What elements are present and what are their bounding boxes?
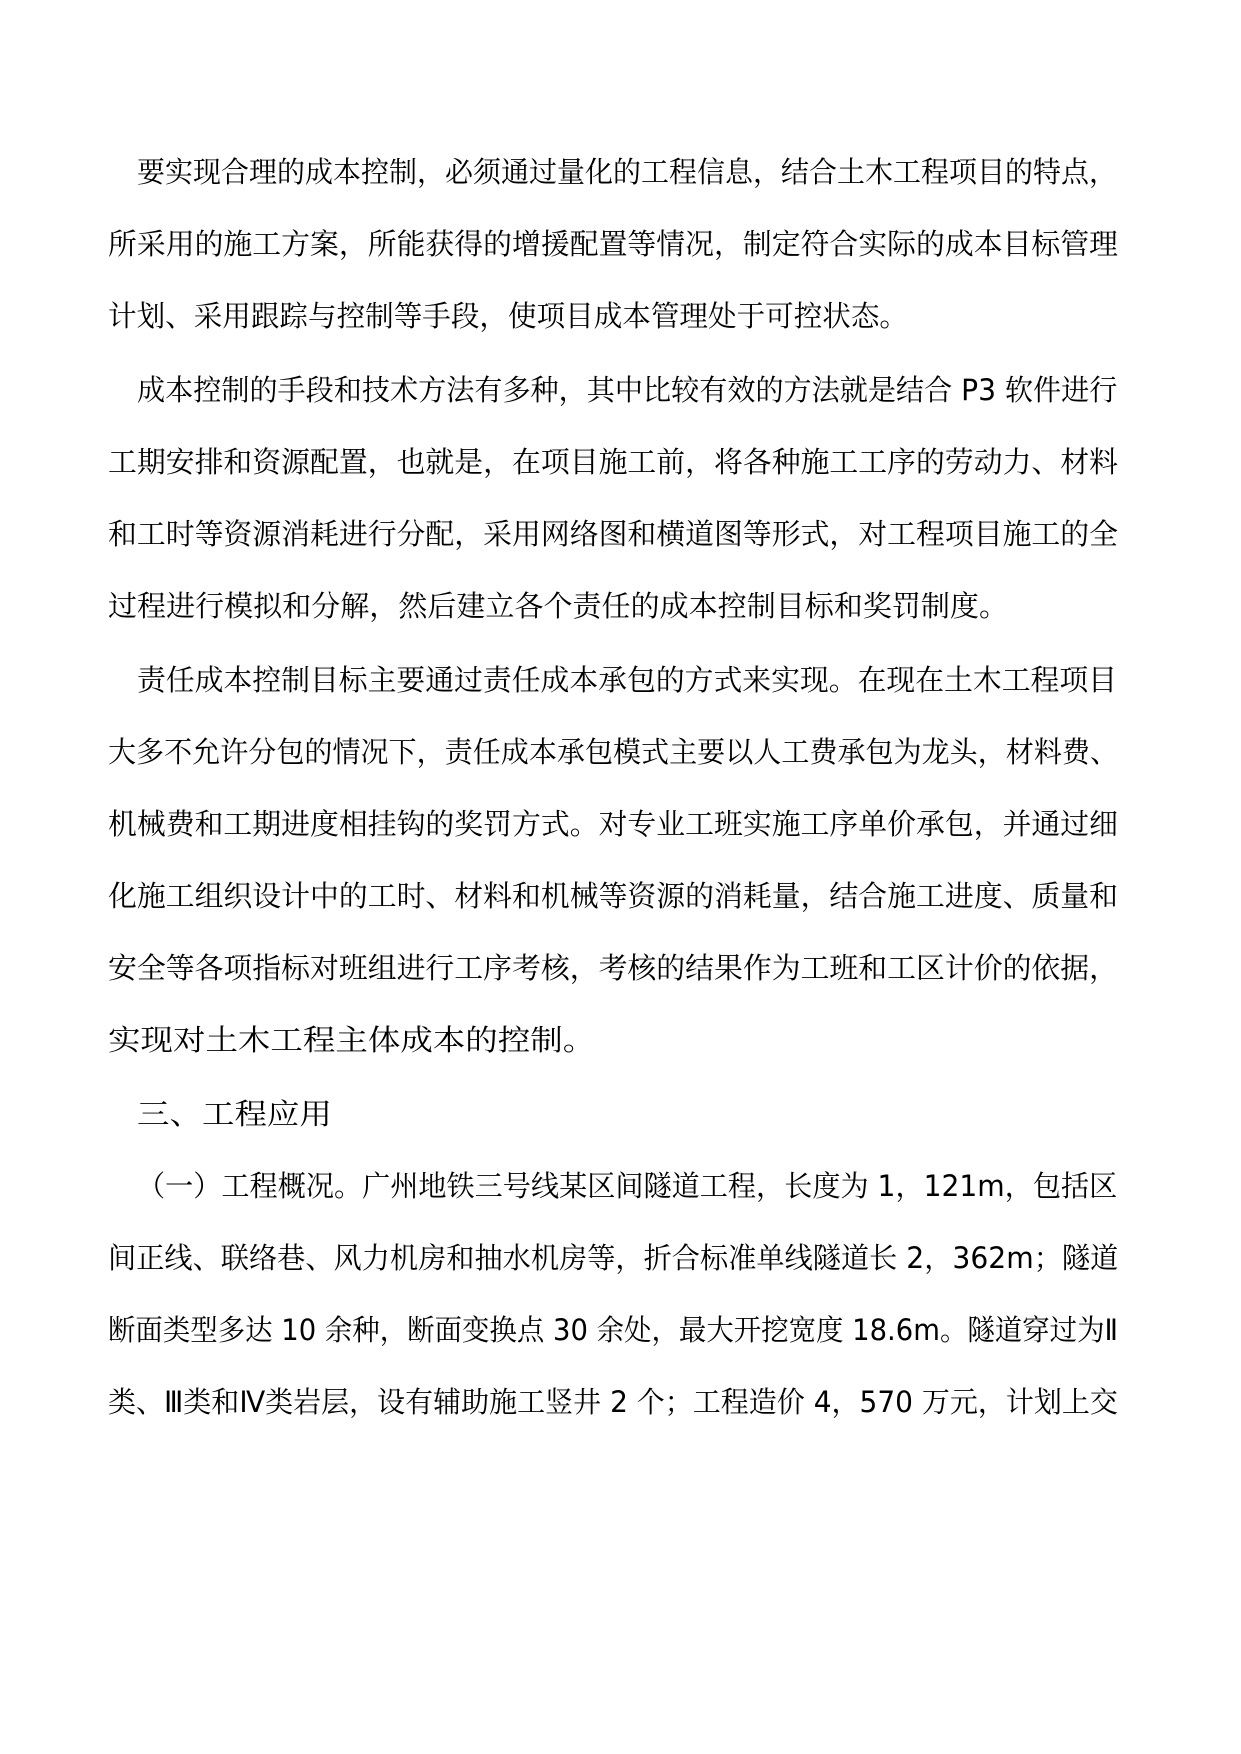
section-heading: 三、工程应用 <box>137 1097 332 1131</box>
paragraph-4-line-4: 类、Ⅲ类和Ⅳ类岩层，设有辅助施工竖井 2 个；工程造价 4，570 万元，计划上交 <box>108 1385 1118 1419</box>
paragraph-3-line-4: 化施工组织设计中的工时、材料和机械等资源的消耗量，结合施工进度、质量和 <box>108 879 1119 913</box>
paragraph-3-line-5: 安全等各项指标对班组进行工序考核，考核的结果作为工班和工区计价的依据， <box>108 951 1119 985</box>
paragraph-4-line-2: 间正线、联络巷、风力机房和抽水机房等，折合标准单线隧道长 2，362m；隧道 <box>108 1241 1119 1275</box>
paragraph-3-line-6: 实现对土木工程主体成本的控制。 <box>108 1023 596 1057</box>
paragraph-4-line-3: 断面类型多达 10 余种，断面变换点 30 余处，最大开挖宽度 18.6m。隧道穿过为Ⅱ <box>108 1313 1118 1347</box>
paragraph-2-line-2: 工期安排和资源配置，也就是，在项目施工前，将各种施工工序的劳动力、材料 <box>108 445 1119 479</box>
paragraph-1-line-2: 所采用的施工方案，所能获得的增援配置等情况，制定符合实际的成本目标管理 <box>108 227 1119 261</box>
paragraph-1-line-3: 计划、采用跟踪与控制等手段，使项目成本管理处于可控状态。 <box>108 299 909 333</box>
paragraph-4-line-1: （一）工程概况。广州地铁三号线某区间隧道工程，长度为 1，121m，包括区 <box>137 1169 1118 1203</box>
paragraph-1-line-1: 要实现合理的成本控制，必须通过量化的工程信息，结合土木工程项目的特点， <box>137 155 1118 189</box>
paragraph-2-line-1: 成本控制的手段和技术方法有多种，其中比较有效的方法就是结合 P3 软件进行 <box>137 373 1118 407</box>
paragraph-3-line-1: 责任成本控制目标主要通过责任成本承包的方式来实现。在现在土木工程项目 <box>137 663 1118 697</box>
paragraph-2-line-3: 和工时等资源消耗进行分配，采用网络图和横道图等形式，对工程项目施工的全 <box>108 517 1119 551</box>
paragraph-3-line-3: 机械费和工期进度相挂钩的奖罚方式。对专业工班实施工序单价承包，并通过细 <box>108 807 1119 841</box>
paragraph-2-line-4: 过程进行模拟和分解，然后建立各个责任的成本控制目标和奖罚制度。 <box>108 589 1009 623</box>
paragraph-3-line-2: 大多不允许分包的情况下，责任成本承包模式主要以人工费承包为龙头，材料费、 <box>108 735 1119 769</box>
